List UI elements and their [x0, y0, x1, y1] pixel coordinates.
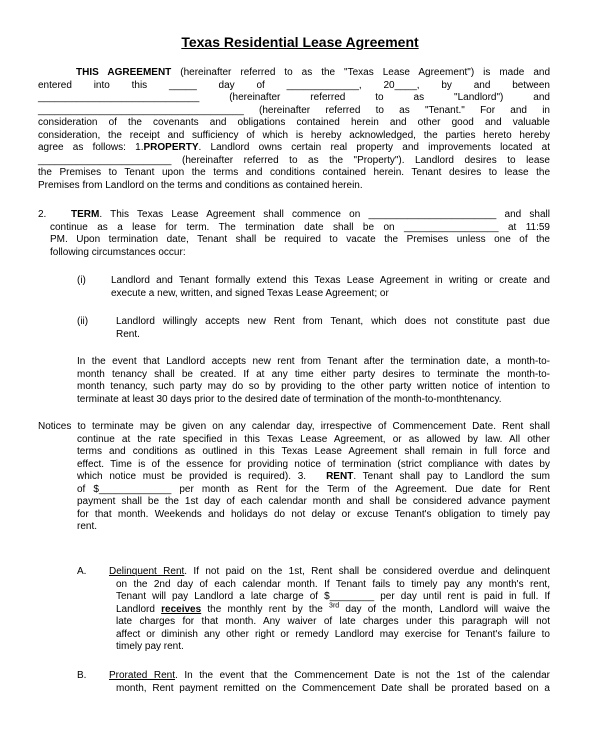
rent-heading: RENT	[326, 471, 354, 482]
text-line: Notices to terminate may be given on any calendar day, irrespective of Commencement Date. Rent shall	[38, 421, 550, 432]
list-marker: (ii)	[77, 316, 89, 327]
text-span: . This Texas Lease Agreement shall commence on _______________________ and shall	[99, 209, 550, 220]
text-line	[109, 566, 550, 579]
text-span: which notice must be provided is required). 3.	[77, 471, 307, 482]
text-line: payment shall be the 1st day of each calendar month and shall be considered advance payment	[77, 496, 550, 507]
receives-emphasis: receives	[161, 603, 202, 615]
text-line	[38, 142, 550, 155]
text-line: Premises from Landlord on the terms and conditions as contained herein.	[38, 179, 363, 191]
text-span: . In the event that the Commencement Date is not the 1st of the calendar	[175, 670, 550, 681]
text-line: timely pay rent.	[116, 641, 184, 652]
text-span: ________ per day until rent is paid in full. If	[329, 591, 550, 602]
superscript	[329, 602, 339, 609]
text-line: In the event that Landlord accepts new rent from Tenant after the termination date, a month-to-	[77, 356, 550, 367]
property-heading: PROPERTY	[143, 142, 199, 153]
text-line: following circumstances occur:	[50, 246, 186, 258]
text-line: consideration, the receipt and sufficiency of which is hereby acknowledged, the parties hereto hereby	[38, 129, 550, 141]
text-span: rd	[332, 602, 340, 610]
text-line: on the 2nd day of each calendar month. If Tenant fails to timely pay any month's rent,	[116, 578, 550, 590]
text-span: . Tenant shall pay to Landlord the sum	[353, 471, 550, 482]
intro-paragraph	[38, 67, 550, 192]
text-span: . If not paid on the 1st, Rent shall be considered overdue and delinquent	[184, 566, 550, 577]
text-line	[116, 604, 550, 617]
text-line: month tenancy shall be created. If at any time either party desires to terminate the month-to-	[77, 368, 550, 380]
text-span: Landlord	[116, 603, 162, 615]
page-title: Texas Residential Lease Agreement	[181, 34, 419, 50]
delinquent-rent-paragraph	[109, 566, 551, 654]
text-line	[50, 209, 550, 222]
term-item-i	[111, 275, 550, 300]
term-heading: TERM	[71, 209, 100, 220]
text-line: Landlord and Tenant formally extend this Texas Lease Agreement in writing or create and	[111, 275, 550, 286]
text-line: month tenancy, such party may do so by providing to the other party written notice of intention to	[77, 381, 550, 392]
text-line: continue at the rate specified in this Texas Lease Agreement, or as allowed by law. All other	[77, 433, 550, 445]
text-line: Rent.	[116, 328, 140, 340]
text-line: ________________________ (hereinafter referred to as the "Property"). Landlord desires to lease	[38, 154, 550, 166]
text-line: terms and conditions as outlined in this Texas Lease Agreement shall remain in full force and	[77, 446, 550, 457]
text-line: execute a new, written, and signed Texas Lease Agreement; or	[111, 287, 389, 299]
text-span: 3	[329, 602, 333, 610]
text-line: continue as a lease for term. The termination date shall be on _________________ at 11:59	[50, 221, 550, 233]
term-item-ii	[116, 316, 550, 341]
text-span: agree as follows: 1.	[38, 142, 144, 153]
text-line	[109, 670, 550, 683]
text-line: late charges for that month. Any waiver of late charges under this paragraph will not	[116, 616, 550, 627]
text-line: _____________________________ (hereinafter referred to as "Landlord") and	[38, 92, 550, 103]
text-line: affect or diminish any other right or remedy Landlord may exercise for Tenant's failure to	[116, 628, 550, 640]
text-line: entered into this _____ day of _____________, 20____, by and between	[38, 79, 550, 91]
list-marker: B.	[77, 670, 87, 681]
prorated-rent-paragraph	[109, 670, 550, 695]
text-line: effect. Time is of the essence for providing notice of termination (strict compliance with dates by	[77, 458, 550, 470]
text-span: . Landlord owns certain real property and improvements located at	[198, 142, 550, 153]
list-marker: (i)	[77, 275, 86, 286]
text-line: _____________________________________ (hereinafter referred to as "Tenant." For and in	[38, 104, 550, 116]
text-line: consideration of the covenants and obligations contained herein and other good and valuable	[38, 117, 550, 128]
list-marker: A.	[77, 566, 87, 577]
text-line: of $_____________ per month as Rent for the Term of the Agreement. Due date for Rent	[77, 483, 550, 495]
text-line: Landlord willingly accepts new Rent from Tenant, which does not constitute past due	[116, 316, 550, 327]
text-line	[38, 471, 550, 484]
agreement-heading: THIS AGREEMENT	[76, 67, 172, 78]
text-span: the monthly rent by the	[201, 603, 330, 615]
text-span: Tenant will pay Landlord a late charge of $	[116, 591, 330, 602]
text-line: for that month. Weekends and holidays do not delay or excuse Tenant's obligation to timely pay	[77, 508, 550, 520]
text-line	[38, 67, 550, 80]
term-paragraph	[50, 209, 550, 259]
text-line: month, Rent payment remitted on the Commencement Date shall be prorated based on a	[116, 682, 550, 694]
notices-paragraph	[38, 421, 550, 534]
text-line: the Premises to Tenant upon the terms and conditions contained herein. Tenant desires to lease the	[38, 167, 550, 178]
text-line: rent.	[77, 521, 98, 532]
delinquent-rent-heading: Delinquent Rent	[109, 566, 185, 577]
section-number: 2.	[38, 209, 47, 220]
text-line: PM. Upon termination date, Tenant shall be required to vacate the Premises unless one of the	[50, 234, 550, 245]
text-line: terminate at least 30 days prior to the desired date of termination of the month-to-monthtenancy.	[77, 393, 502, 405]
text-span: day of the month, Landlord will waive the	[339, 603, 551, 615]
text-span: (hereinafter referred to as the "Texas Lease Agreement") is made and	[171, 67, 551, 78]
month-to-month-paragraph	[77, 356, 550, 406]
prorated-rent-heading: Prorated Rent	[109, 670, 176, 681]
